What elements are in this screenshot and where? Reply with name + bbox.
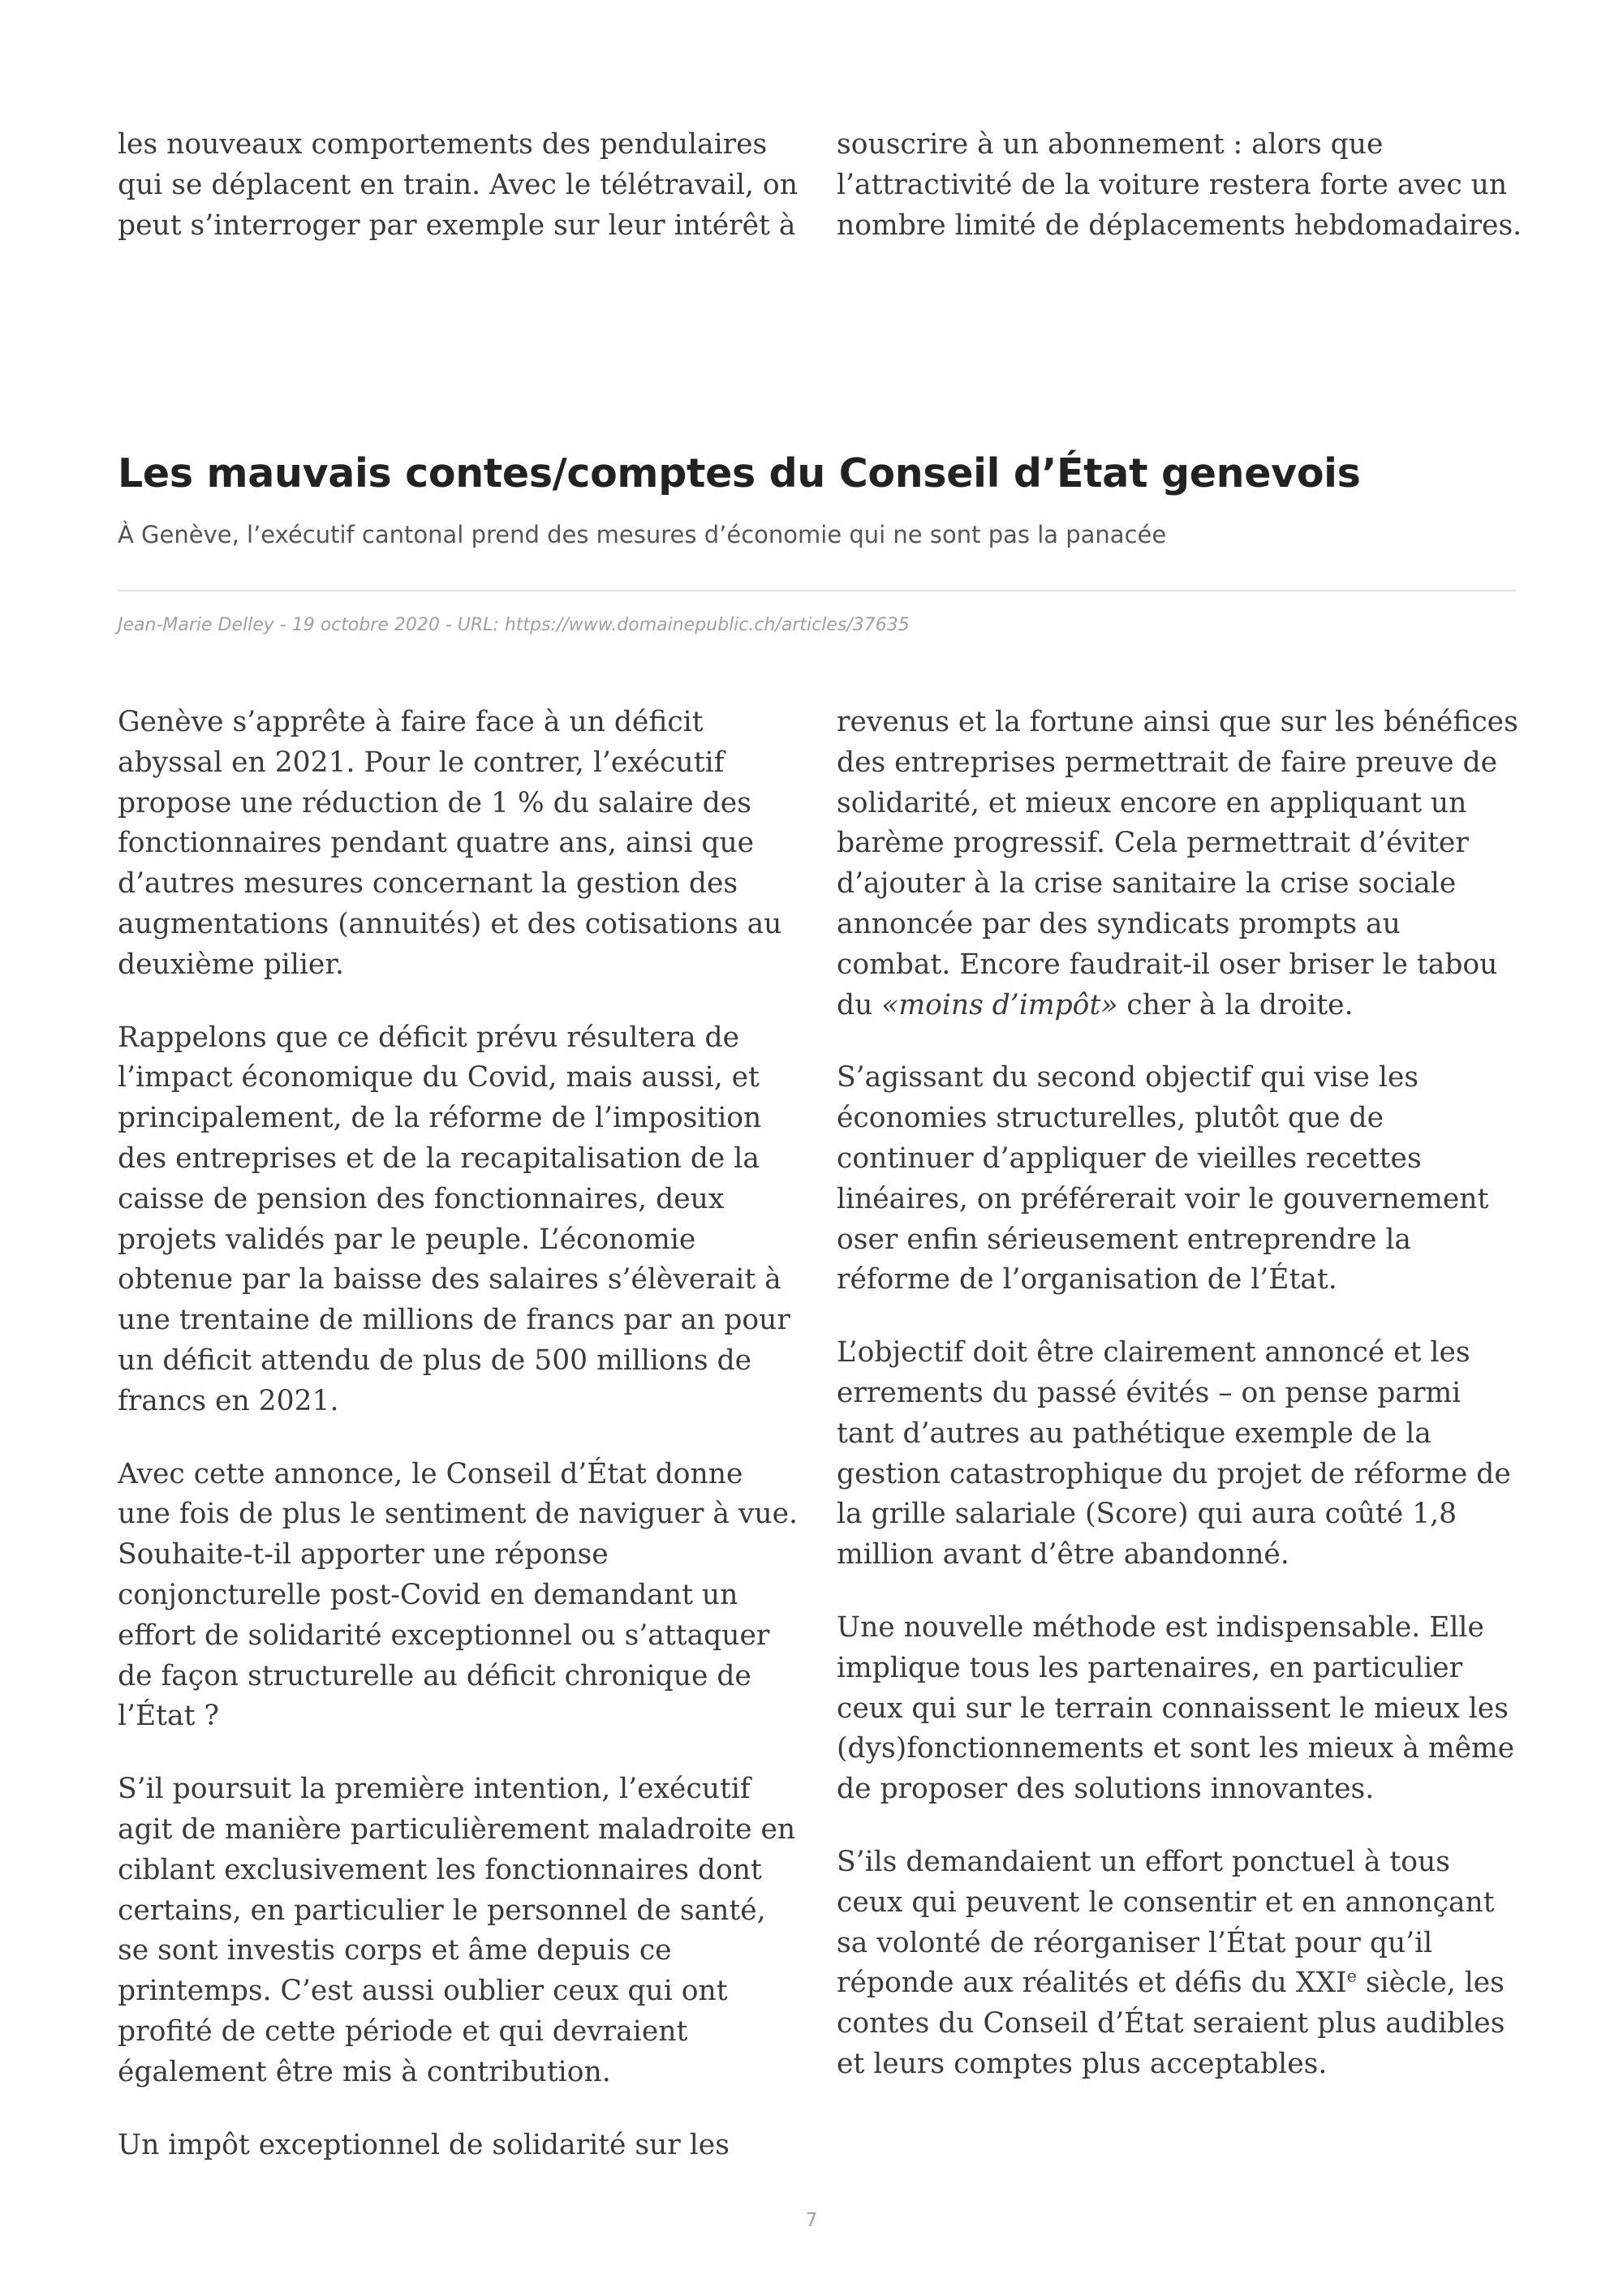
previous-article-left-column [118,125,803,246]
header-divider [118,590,1516,591]
paragraph-text: siècle, les contes du Conseil d’État seraient plus audibles et leurs comptes plus acceptables. [837,1967,1505,2080]
paragraph-text: S’ils demandaient un effort ponctuel à tous ceux qui peuvent le consentir et en annonçant sa volonté de réorganiser l’État pour qu’il réponde aux réalités et défis du XXI [837,1845,1495,2000]
article-paragraph: Un impôt exceptionnel de solidarité sur les [118,2128,730,2161]
previous-article-paragraph: souscrire à un abonnement : alors que l’attractivité de la voiture restera forte avec un nombre limité de déplacements hebdomadaires. [837,128,1522,242]
article-paragraph: S’agissant du second objectif qui vise les économies structurelles, plutôt que de continuer d’appliquer de vieilles recettes linéaires, on préférerait voir le gouvernement oser enfin sérieusement entreprendre la réforme de l’organisation de l’État. [837,1061,1489,1296]
article-paragraph [837,1842,1522,2085]
article-title: Les mauvais contes/comptes du Conseil d’État genevois [118,450,1361,497]
previous-article-right-column [837,125,1522,246]
article-paragraph: Rappelons que ce déficit prévu résultera de l’impact économique du Covid, mais aussi, et principalement, de la réforme de l’imposition des entreprises et de la recapitalisation de la caisse de pension des fonctionnaires, deux projets validés par le peuple. L’économie obtenue par la baisse des salaires s’élèverait à une trentaine de millions de francs par an pour un déficit attendu de plus de 500 millions de francs en 2021. [118,1021,790,1417]
paragraph-text: revenus et la fortune ainsi que sur les bénéfices des entreprises permettrait de faire preuve de solidarité, et mieux encore en appliquant un barème progressif. Cela permettrait d’éviter d’ajouter à la crise sanitaire la crise sociale annoncée par des syndicats prompts au combat. Encore faudrait-il oser briser le tabou du [837,706,1518,1021]
superscript: e [1346,1966,1357,1986]
article-paragraph: L’objectif doit être clairement annoncé et les errements du passé évités – on pense parmi tant d’autres au pathétique exemple de la gestion catastrophique du projet de réforme de la grille salariale (Score) qui aura coûté 1,8 million avant d’être abandonné. [837,1336,1511,1572]
previous-article-paragraph: les nouveaux comportements des pendulaires qui se déplacent en train. Avec le télétravail, on peut s’interroger par exemple sur leur intérêt à [118,128,798,242]
paragraph-text: cher à la droite. [1117,988,1354,1021]
page-number: 7 [805,2210,818,2231]
article-paragraph [837,703,1522,1025]
article-paragraph: S’il poursuit la première intention, l’exécutif agit de manière particulièrement maladroite en ciblant exclusivement les fonctionnaires dont certains, en particulier le personnel de santé, se sont investis corps et âme depuis ce printemps. C’est aussi oublier ceux qui ont profité de cette période et qui devraient également être mis à contribution. [118,1773,796,2088]
article-byline: Jean-Marie Delley - 19 octobre 2020 - URL: https://www.domainepublic.ch/articles/37635 [118,615,910,635]
article-paragraph: Genève s’apprête à faire face à un déficit abyssal en 2021. Pour le contrer, l’exécutif propose une réduction de 1 % du salaire des fonctionnaires pendant quatre ans, ainsi que d’autres mesures concernant la gestion des augmentations (annuités) et des cotisations au deuxième pilier. [118,706,782,981]
article-paragraph: Une nouvelle méthode est indispensable. Elle implique tous les partenaires, en particulier ceux qui sur le terrain connaissent le mieux les (dys)fonctionnements et sont les mieux à même de proposer des solutions innovantes. [837,1610,1515,1806]
article-paragraph: Avec cette annonce, le Conseil d’État donne une fois de plus le sentiment de naviguer à vue. Souhaite-t-il apporter une réponse conjoncturelle post-Covid en demandant un effort de solidarité exceptionnel ou s’attaquer de façon structurelle au déficit chronique de l’État ? [118,1457,798,1733]
article-left-column [118,703,803,2165]
article-subtitle: À Genève, l’exécutif cantonal prend des mesures d’économie qui ne sont pas la panacée [118,521,1167,548]
quoted-phrase: «moins d’impôt» [881,988,1118,1021]
article-right-column [837,703,1522,2085]
